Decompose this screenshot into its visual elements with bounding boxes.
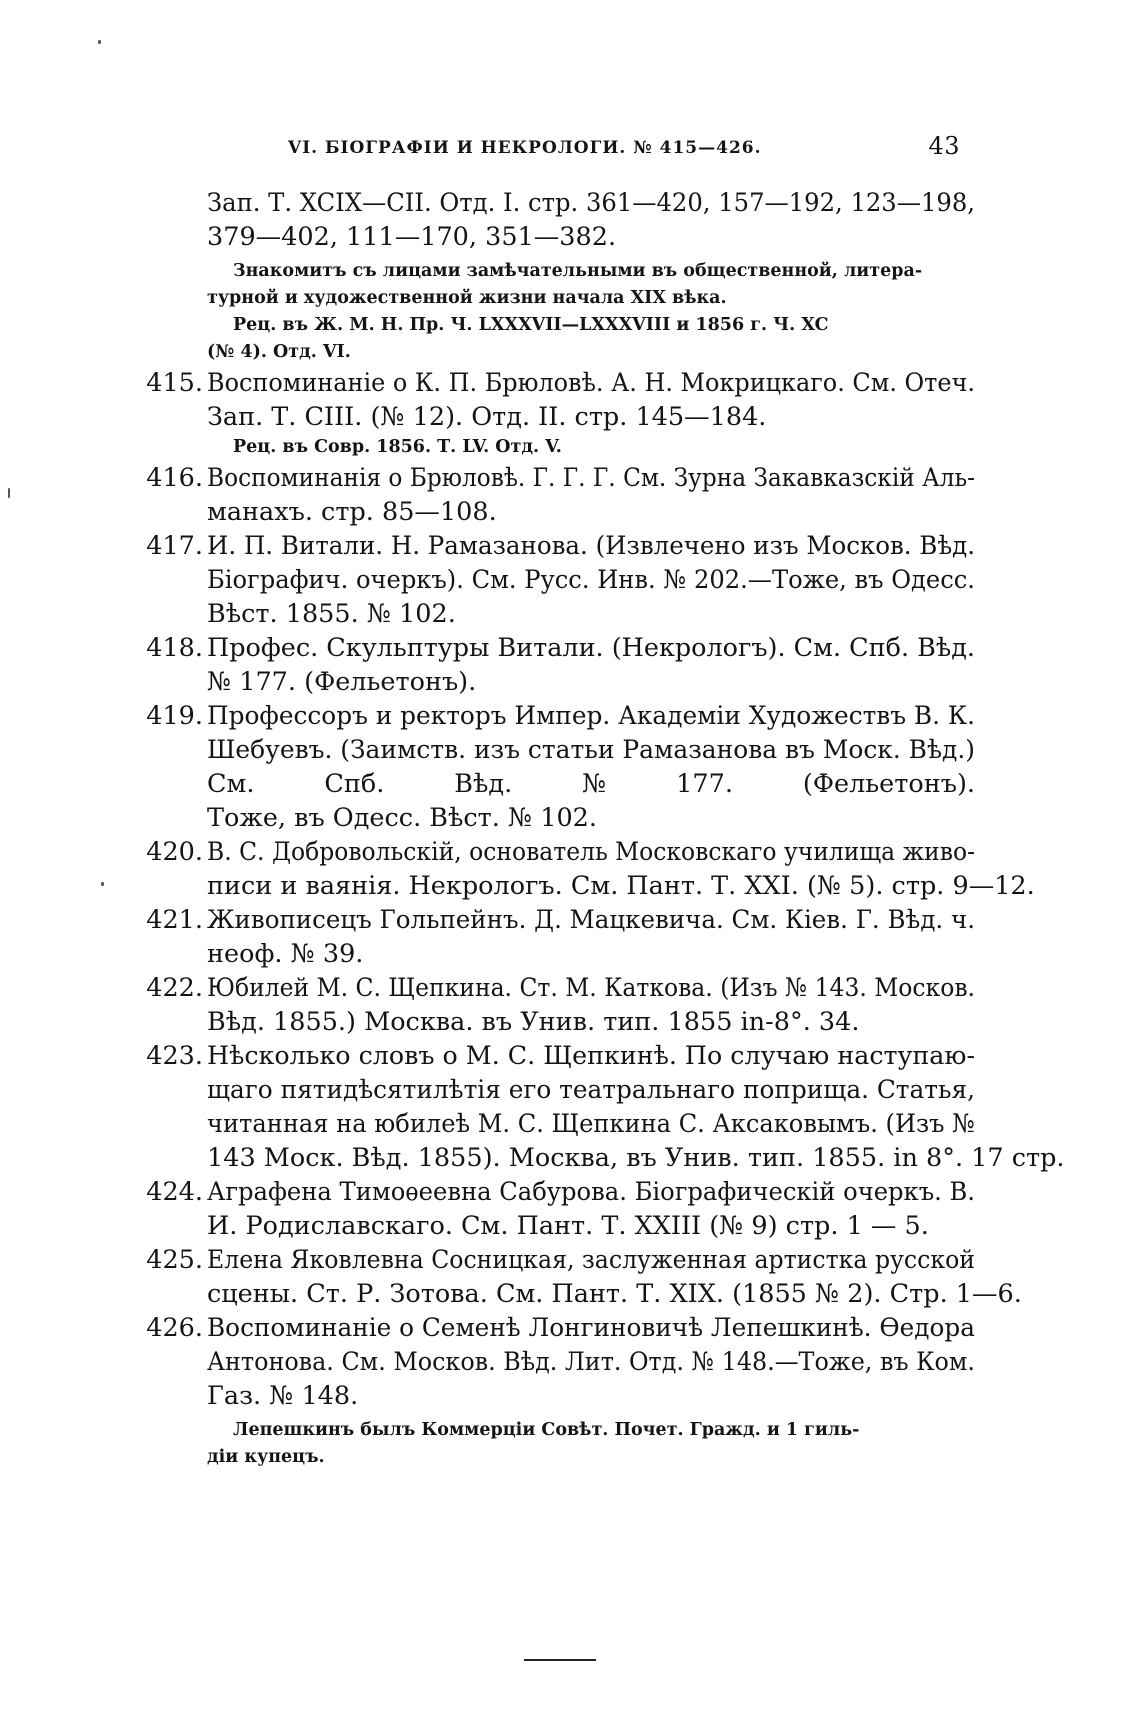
entry-number: 420.: [146, 837, 203, 867]
page-number: 43: [928, 132, 960, 160]
entry-line: Нѣсколько словъ о М. С. Щепкинѣ. По случаю наступаю-: [207, 1041, 975, 1071]
entry-line: Воспоминанія о Брюловѣ. Г. Г. Г. См. Зурна Закавказскій Аль-: [207, 463, 975, 493]
entry-line: 143 Моск. Вѣд. 1855). Москва, въ Унив. тип. 1855. in 8°. 17 стр.: [207, 1143, 1065, 1173]
entry-line: читанная на юбилеѣ М. С. Щепкина С. Аксаковымъ. (Изъ №: [207, 1109, 975, 1139]
entry-number: 424.: [146, 1177, 203, 1207]
running-header: [288, 132, 960, 168]
entry-424: [145, 1175, 975, 1243]
entry-number: 422.: [146, 973, 203, 1003]
entry-line: писи и ваянія. Некрологъ. См. Пант. Т. XXI. (№ 5). стр. 9—12.: [207, 871, 1035, 901]
entry-line: Біографич. очеркъ). См. Русс. Инв. № 202.—Тоже, въ Одесс.: [207, 565, 975, 595]
preamble: [145, 186, 975, 366]
entry-418: [145, 631, 975, 699]
entry-line: Юбилей М. С. Щепкина. Ст. М. Каткова. (Изъ № 143. Москов.: [207, 973, 975, 1003]
entry-417: [145, 529, 975, 631]
entry-426: [145, 1311, 975, 1471]
entry-note: діи купецъ.: [207, 1447, 325, 1467]
entry-number: 423.: [146, 1041, 203, 1071]
entry-425: [145, 1243, 1022, 1311]
entry-line: 379—402, 111—170, 351—382.: [207, 222, 617, 252]
entry-line: Профес. Скульптуры Витали. (Некрологъ). См. Спб. Вѣд.: [207, 633, 975, 663]
entry-420: [145, 835, 1035, 903]
entry-line: В. С. Добровольскій, основатель Московскаго училища живо-: [207, 837, 975, 867]
entry-423: [145, 1039, 1065, 1175]
entry-number: 416.: [146, 463, 203, 493]
entry-note: (№ 4). Отд. VI.: [207, 342, 351, 362]
entry-line: Вѣст. 1855. № 102.: [207, 599, 456, 629]
entry-number: 421.: [146, 905, 203, 935]
entry-note: Лепешкинъ былъ Коммерціи Совѣт. Почет. Гражд. и 1 гиль-: [233, 1420, 860, 1440]
entry-line: См. Спб. Вѣд. № 177. (Фельетонъ).: [207, 769, 975, 799]
entry-line: Антонова. См. Москов. Вѣд. Лит. Отд. № 148.—Тоже, въ Ком.: [207, 1347, 975, 1377]
entry-419: [145, 699, 975, 835]
entry-number: 415.: [146, 368, 203, 398]
entry-line: И. Родиславскаго. См. Пант. Т. XXIII (№ 9) стр. 1 — 5.: [207, 1211, 929, 1241]
entry-line: Воспоминаніе о Семенѣ Лонгиновичѣ Лепешкинѣ. Ѳедора: [207, 1313, 975, 1343]
entry-line: И. П. Витали. Н. Рамазанова. (Извлечено изъ Москов. Вѣд.: [207, 531, 975, 561]
entry-line: Живописецъ Гольпейнъ. Д. Мацкевича. См. Кіев. Г. Вѣд. ч.: [207, 905, 975, 935]
entry-number: 419.: [146, 701, 203, 731]
end-rule: [524, 1659, 596, 1661]
entry-line: Зап. Т. XCIX—CII. Отд. I. стр. 361—420, 157—192, 123—198,: [207, 188, 975, 218]
entry-line: Шебуевъ. (Заимств. изъ статьи Рамазанова въ Моск. Вѣд.): [207, 735, 975, 765]
entry-line: манахъ. стр. 85—108.: [207, 497, 497, 527]
entry-number: 426.: [146, 1313, 203, 1343]
header-title: VI. БІОГРАФІИ И НЕКРОЛОГИ. № 415—426.: [288, 138, 762, 158]
entry-line: Профессоръ и ректоръ Импер. Академіи Художествъ В. К.: [207, 701, 975, 731]
entry-422: [145, 971, 975, 1039]
entry-number: 418.: [146, 633, 203, 663]
entry-line: Газ. № 148.: [207, 1381, 359, 1411]
scan-speck: [98, 40, 101, 44]
scan-speck: [101, 882, 104, 886]
scan-speck: [8, 488, 10, 498]
entry-note: Рец. въ Совр. 1856. Т. LV. Отд. V.: [233, 437, 562, 457]
entry-note: турной и художественной жизни начала XIX вѣка.: [207, 288, 727, 308]
entry-415: [145, 366, 975, 461]
entry-line: Зап. Т. CIII. (№ 12). Отд. II. стр. 145—184.: [207, 402, 767, 432]
entry-line: № 177. (Фельетонъ).: [207, 667, 477, 697]
entry-line: Тоже, въ Одесс. Вѣст. № 102.: [207, 803, 598, 833]
entry-number: 425.: [146, 1245, 203, 1275]
entry-line: щаго пятидѣсятилѣтія его театральнаго поприща. Статья,: [207, 1075, 975, 1105]
entry-421: [145, 903, 975, 971]
entry-line: сцены. Ст. Р. Зотова. См. Пант. Т. XIX. (1855 № 2). Стр. 1—6.: [207, 1279, 1022, 1309]
entry-line: Аграфена Тимоѳеевна Сабурова. Біографическій очеркъ. В.: [207, 1177, 975, 1207]
entry-note: Знакомитъ съ лицами замѣчательными въ общественной, литера-: [233, 261, 923, 281]
entry-note: Рец. въ Ж. М. Н. Пр. Ч. LXXXVII—LXXXVIII и 1856 г. Ч. XC: [233, 315, 829, 335]
entry-line: Вѣд. 1855.) Москва. въ Унив. тип. 1855 in-8°. 34.: [207, 1007, 860, 1037]
page-body: [145, 186, 1065, 1471]
entry-416: [145, 461, 975, 529]
entry-line: Воспоминаніе о К. П. Брюловѣ. А. Н. Мокрицкаго. См. Отеч.: [207, 368, 975, 398]
entry-line: Елена Яковлевна Сосницкая, заслуженная артистка русской: [207, 1245, 975, 1275]
entry-number: 417.: [146, 531, 203, 561]
entry-line: неоф. № 39.: [207, 939, 364, 969]
